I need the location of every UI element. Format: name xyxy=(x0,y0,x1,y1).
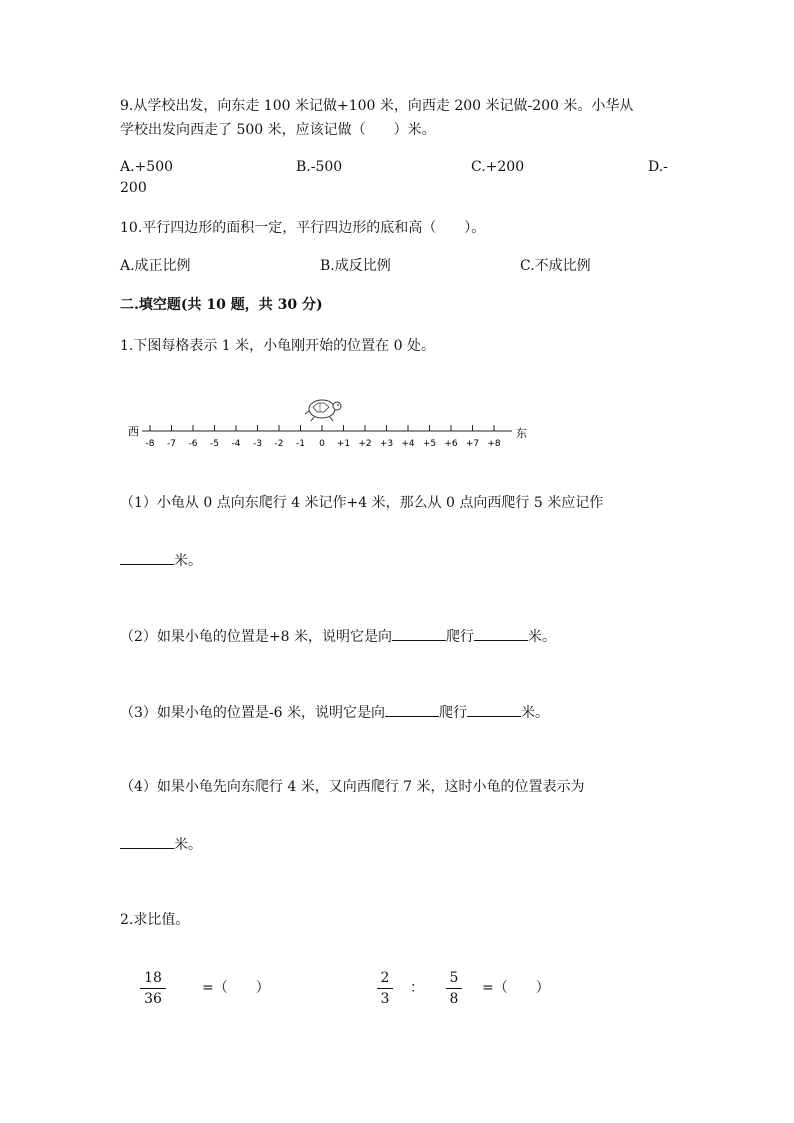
q10-option-a: A.成正比例 xyxy=(120,258,191,274)
number-line-figure xyxy=(120,385,540,455)
numerator: 5 xyxy=(449,970,459,986)
fill1-part4-text: （4）如果小龟先向东爬行 4 米，又向西爬行 7 米，这时小龟的位置表示为 xyxy=(120,779,585,795)
tick-label: -6 xyxy=(188,439,198,449)
tick-label: +8 xyxy=(487,439,501,449)
q9-option-b: B.-500 xyxy=(296,159,343,175)
number-line-ticks xyxy=(146,425,501,449)
section-title: 二.填空题(共 10 题，共 30 分) xyxy=(120,297,323,313)
denominator: 3 xyxy=(380,991,390,1007)
answer-blank[interactable] xyxy=(385,702,439,717)
tick-label: +2 xyxy=(358,439,372,449)
q10-stem: 10.平行四边形的面积一定，平行四边形的底和高（ ）。 xyxy=(120,220,486,236)
answer-blank[interactable] xyxy=(474,626,528,641)
tick-label: -1 xyxy=(296,439,305,449)
fraction-bar xyxy=(140,988,166,989)
fraction-5-8 xyxy=(446,970,462,1007)
fraction-18-36 xyxy=(140,970,166,1007)
denominator: 36 xyxy=(144,991,162,1007)
tick-label: +4 xyxy=(401,439,415,449)
q9-option-c: C.+200 xyxy=(471,159,525,175)
numerator: 2 xyxy=(380,970,390,986)
ratio-colon: ： xyxy=(410,980,424,996)
equals-answer-2[interactable]: =（ ） xyxy=(482,980,550,996)
q9-option-a: A.+500 xyxy=(120,159,174,175)
unit-text: 米。 xyxy=(528,629,556,645)
answer-blank[interactable] xyxy=(120,834,174,849)
part2-text: （2）如果小龟的位置是+8 米，说明它是向 xyxy=(120,629,392,645)
q9-stem-line1: 9.从学校出发，向东走 100 米记做+100 米，向西走 200 米记做-200 米。小华从 xyxy=(120,98,634,114)
tick-label: +7 xyxy=(465,439,480,449)
equals-answer-1[interactable]: =（ ） xyxy=(202,980,270,996)
fill2-stem: 2.求比值。 xyxy=(120,912,190,928)
tick-label: +3 xyxy=(379,439,394,449)
fill1-part1-answer-line xyxy=(120,550,202,571)
fill1-part3 xyxy=(120,702,549,723)
answer-blank[interactable] xyxy=(392,626,446,641)
unit-text: 米。 xyxy=(521,705,549,721)
turtle-icon xyxy=(305,400,341,421)
unit-text: 米。 xyxy=(174,837,202,853)
fraction-bar xyxy=(377,988,393,989)
denominator: 8 xyxy=(449,991,459,1007)
tick-label: +6 xyxy=(444,439,458,449)
fraction-bar xyxy=(446,988,462,989)
tick-label: -5 xyxy=(210,439,219,449)
q10-option-b: B.成反比例 xyxy=(320,258,391,274)
east-label: 东 xyxy=(516,427,527,440)
fill1-part1-text: （1）小龟从 0 点向东爬行 4 米记作+4 米，那么从 0 点向西爬行 5 米应记作 xyxy=(120,495,604,511)
tick-label: 0 xyxy=(319,439,325,449)
west-label: 西 xyxy=(128,425,139,438)
answer-blank[interactable] xyxy=(120,550,174,565)
part3-text-mid: 爬行 xyxy=(439,705,467,721)
q9-option-d: D.- xyxy=(648,159,668,175)
answer-blank[interactable] xyxy=(467,702,521,717)
tick-label: -3 xyxy=(253,439,262,449)
tick-label: -2 xyxy=(274,439,284,449)
tick-label: -8 xyxy=(145,439,155,449)
q9-stem-line2: 学校出发向西走了 500 米，应该记做（ ）米。 xyxy=(120,122,436,138)
numerator: 18 xyxy=(144,970,162,986)
part2-text-mid: 爬行 xyxy=(446,629,474,645)
fill1-stem: 1.下图每格表示 1 米，小龟刚开始的位置在 0 处。 xyxy=(120,338,435,354)
part3-text: （3）如果小龟的位置是-6 米，说明它是向 xyxy=(120,705,385,721)
fill1-part4-answer-line xyxy=(120,834,202,855)
unit-text: 米。 xyxy=(174,553,202,569)
q10-option-c: C.不成比例 xyxy=(520,258,591,274)
fraction-2-3 xyxy=(377,970,393,1007)
tick-label: +5 xyxy=(422,439,437,449)
q9-option-d-cont: 200 xyxy=(120,180,147,196)
tick-label: +1 xyxy=(336,439,351,449)
fill1-part2 xyxy=(120,626,556,647)
tick-label: -4 xyxy=(231,439,241,449)
tick-label: -7 xyxy=(167,439,176,449)
